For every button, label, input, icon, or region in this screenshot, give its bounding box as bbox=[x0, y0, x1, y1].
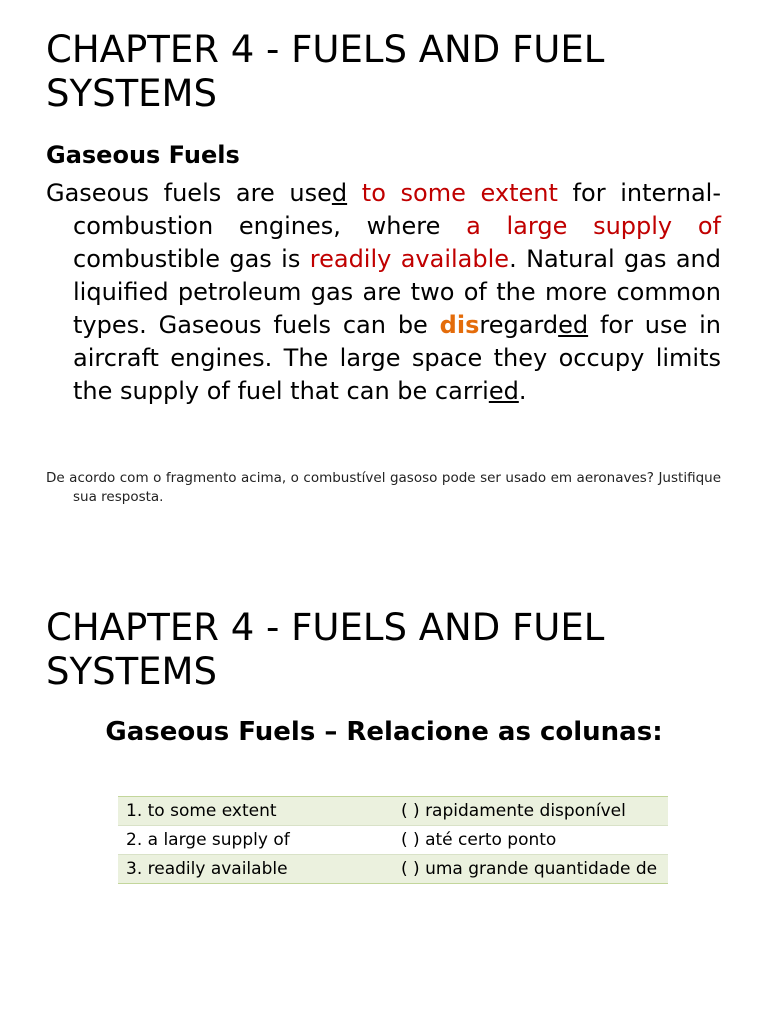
reading-paragraph bbox=[46, 177, 721, 408]
paragraph-text: combustible gas is bbox=[73, 245, 310, 273]
paragraph-text bbox=[347, 179, 362, 207]
paragraph-text: Gaseous fuels are use bbox=[46, 179, 332, 207]
matching-heading: Gaseous Fuels – Relacione as colunas: bbox=[105, 717, 663, 747]
underlined-suffix: ed bbox=[558, 311, 589, 339]
underlined-suffix: ed bbox=[488, 377, 519, 405]
section-heading: Gaseous Fuels bbox=[46, 141, 240, 169]
highlight-phrase: to some extent bbox=[361, 179, 558, 207]
term-cell: 3. readily available bbox=[118, 855, 393, 884]
highlight-prefix: dis bbox=[439, 311, 480, 339]
translation-cell: ( ) rapidamente disponível bbox=[393, 797, 668, 826]
table-row bbox=[118, 797, 668, 826]
paragraph-text: . Natural gas and liquified petroleum gas are two of the more common types. Gaseous fuels can be bbox=[73, 245, 721, 339]
paragraph-text: . bbox=[518, 377, 527, 405]
comprehension-question: De acordo com o fragmento acima, o combustível gasoso pode ser usado em aeronaves? Justifique sua resposta. bbox=[46, 470, 721, 505]
chapter-title: CHAPTER 4 - FUELS AND FUEL SYSTEMS bbox=[46, 28, 605, 115]
underlined-suffix: d bbox=[331, 179, 348, 207]
term-cell: 1. to some extent bbox=[118, 797, 393, 826]
slide-2 bbox=[0, 600, 768, 1024]
chapter-title: CHAPTER 4 - FUELS AND FUEL SYSTEMS bbox=[46, 606, 605, 693]
highlight-phrase: readily available bbox=[309, 245, 510, 273]
highlight-phrase: a large supply of bbox=[466, 212, 721, 240]
table-row bbox=[118, 826, 668, 855]
matching-table bbox=[118, 796, 668, 884]
translation-cell: ( ) uma grande quantidade de bbox=[393, 855, 668, 884]
translation-cell: ( ) até certo ponto bbox=[393, 826, 668, 855]
paragraph-text: for internal-combustion engines, where bbox=[73, 179, 721, 240]
paragraph-text: regard bbox=[479, 311, 559, 339]
term-cell: 2. a large supply of bbox=[118, 826, 393, 855]
paragraph-text: for use in aircraft engines. The large space they occupy limits the supply of fuel that can be carri bbox=[73, 311, 722, 405]
table-row bbox=[118, 855, 668, 884]
